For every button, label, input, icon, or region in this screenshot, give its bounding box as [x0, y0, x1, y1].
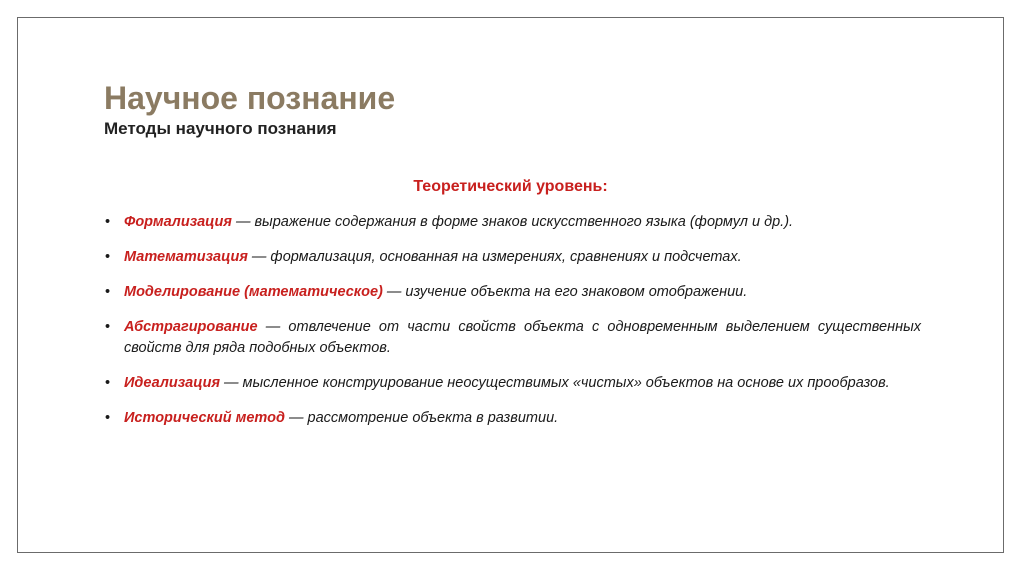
method-description: формализация, основанная на измерениях, сравнениях и подсчетах.	[270, 249, 742, 265]
bullet-icon: •	[105, 214, 111, 230]
method-item-mathematization	[105, 247, 921, 268]
method-item-idealization	[105, 373, 921, 394]
method-description: изучение объекта на его знаковом отображении.	[405, 284, 748, 300]
dash: —	[284, 410, 308, 426]
method-term: Исторический метод	[124, 410, 285, 426]
bullet-icon: •	[105, 319, 111, 335]
method-description: мысленное конструирование неосуществимых «чистых» объектов на основе их прообразов.	[242, 375, 890, 391]
method-description: выражение содержания в форме знаков искусственного языка (формул и др.).	[254, 214, 794, 230]
section-heading: Теоретический уровень:	[413, 178, 608, 195]
slide-frame	[17, 17, 1004, 553]
method-list	[105, 212, 921, 443]
bullet-icon: •	[105, 375, 111, 391]
dash: —	[382, 284, 406, 300]
bullet-icon: •	[105, 410, 111, 426]
method-term: Формализация	[124, 214, 232, 230]
slide-subtitle: Методы научного познания	[104, 119, 337, 138]
method-term: Математизация	[124, 249, 248, 265]
bullet-icon: •	[105, 284, 111, 300]
slide-title: Научное познание	[104, 80, 396, 116]
dash: —	[257, 319, 289, 335]
method-description: рассмотрение объекта в развитии.	[307, 410, 559, 426]
method-item-modeling	[105, 282, 921, 303]
method-description: отвлечение от части свойств объекта с одновременным выделением существенных свойств для ряда подобных объектов.	[124, 319, 921, 356]
bullet-icon: •	[105, 249, 111, 265]
dash: —	[247, 249, 271, 265]
dash: —	[231, 214, 255, 230]
method-term: Идеализация	[124, 375, 220, 391]
method-term: Абстрагирование	[124, 319, 258, 335]
dash: —	[219, 375, 243, 391]
method-item-formalization	[105, 212, 921, 233]
method-item-historical	[105, 408, 921, 429]
method-item-abstraction	[105, 317, 921, 359]
method-term: Моделирование (математическое)	[124, 284, 383, 300]
